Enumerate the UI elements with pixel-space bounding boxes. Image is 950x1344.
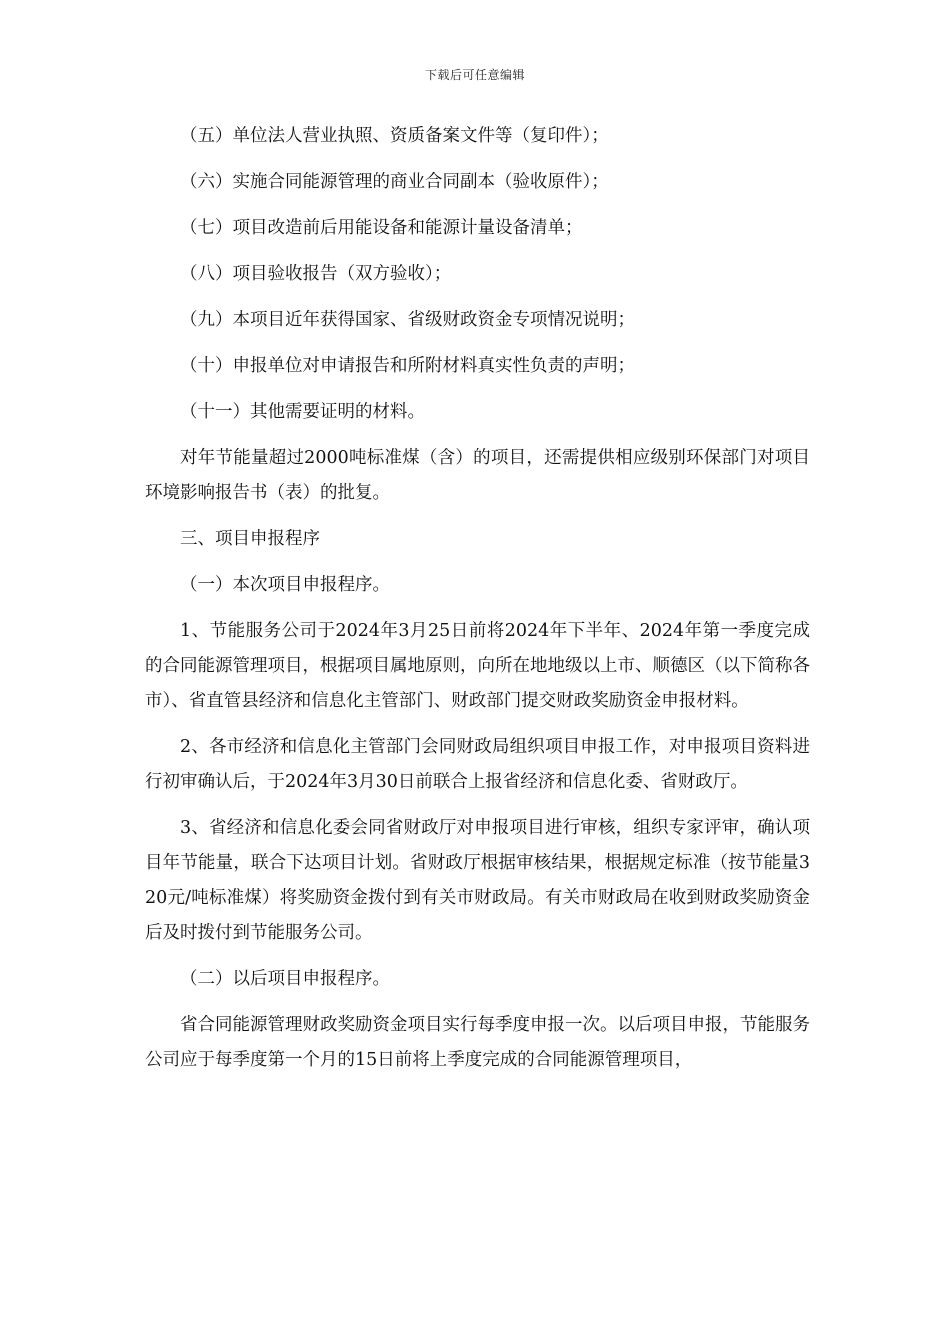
procedure-step-2: 2、各市经济和信息化主管部门会同财政局组织项目申报工作，对申报项目资料进行初审确认后，于2024年3月30日前联合上报省经济和信息化委、省财政厅。 bbox=[145, 737, 810, 792]
subsection-heading-2: （二）以后项目申报程序。 bbox=[180, 969, 390, 989]
subsection-heading-1: （一）本次项目申报程序。 bbox=[180, 575, 390, 595]
list-item-5: （五）单位法人营业执照、资质备案文件等（复印件）； bbox=[180, 126, 609, 146]
procedure-step-3: 3、省经济和信息化委会同省财政厅对申报项目进行审核，组织专家评审，确认项目年节能量，联合下达项目计划。省财政厅根据审核结果，根据规定标准（按节能量320元/吨标准煤）将奖励资金拨付到有关市财政局。有关市财政局在收到财政奖励资金后及时拨付到节能服务公司。 bbox=[145, 818, 810, 943]
list-item-6: （六）实施合同能源管理的商业合同副本（验收原件）； bbox=[180, 172, 609, 192]
list-item-8: （八）项目验收报告（双方验收）； bbox=[180, 264, 452, 284]
list-item-11: （十一）其他需要证明的材料。 bbox=[180, 402, 425, 422]
document-body bbox=[145, 119, 810, 1078]
list-item-7: （七）项目改造前后用能设备和能源计量设备清单； bbox=[180, 218, 583, 238]
quarterly-procedure-paragraph: 省合同能源管理财政奖励资金项目实行每季度申报一次。以后项目申报，节能服务公司应于每季度第一个月的15日前将上季度完成的合同能源管理项目， bbox=[145, 1015, 810, 1070]
download-note: 下载后可任意编辑 bbox=[424, 68, 525, 82]
list-item-9: （九）本项目近年获得国家、省级财政资金专项情况说明； bbox=[180, 310, 635, 330]
section-heading-3: 三、项目申报程序 bbox=[180, 529, 320, 549]
procedure-step-1: 1、节能服务公司于2024年3月25日前将2024年下半年、2024年第一季度完成的合同能源管理项目，根据项目属地原则，向所在地地级以上市、顺德区（以下简称各市）、省直管县经济和信息化主管部门、财政部门提交财政奖励资金申报材料。 bbox=[145, 621, 810, 711]
environment-note-paragraph: 对年节能量超过2000吨标准煤（含）的项目，还需提供相应级别环保部门对项目环境影响报告书（表）的批复。 bbox=[145, 448, 810, 503]
list-item-10: （十）申报单位对申请报告和所附材料真实性负责的声明； bbox=[180, 356, 635, 376]
